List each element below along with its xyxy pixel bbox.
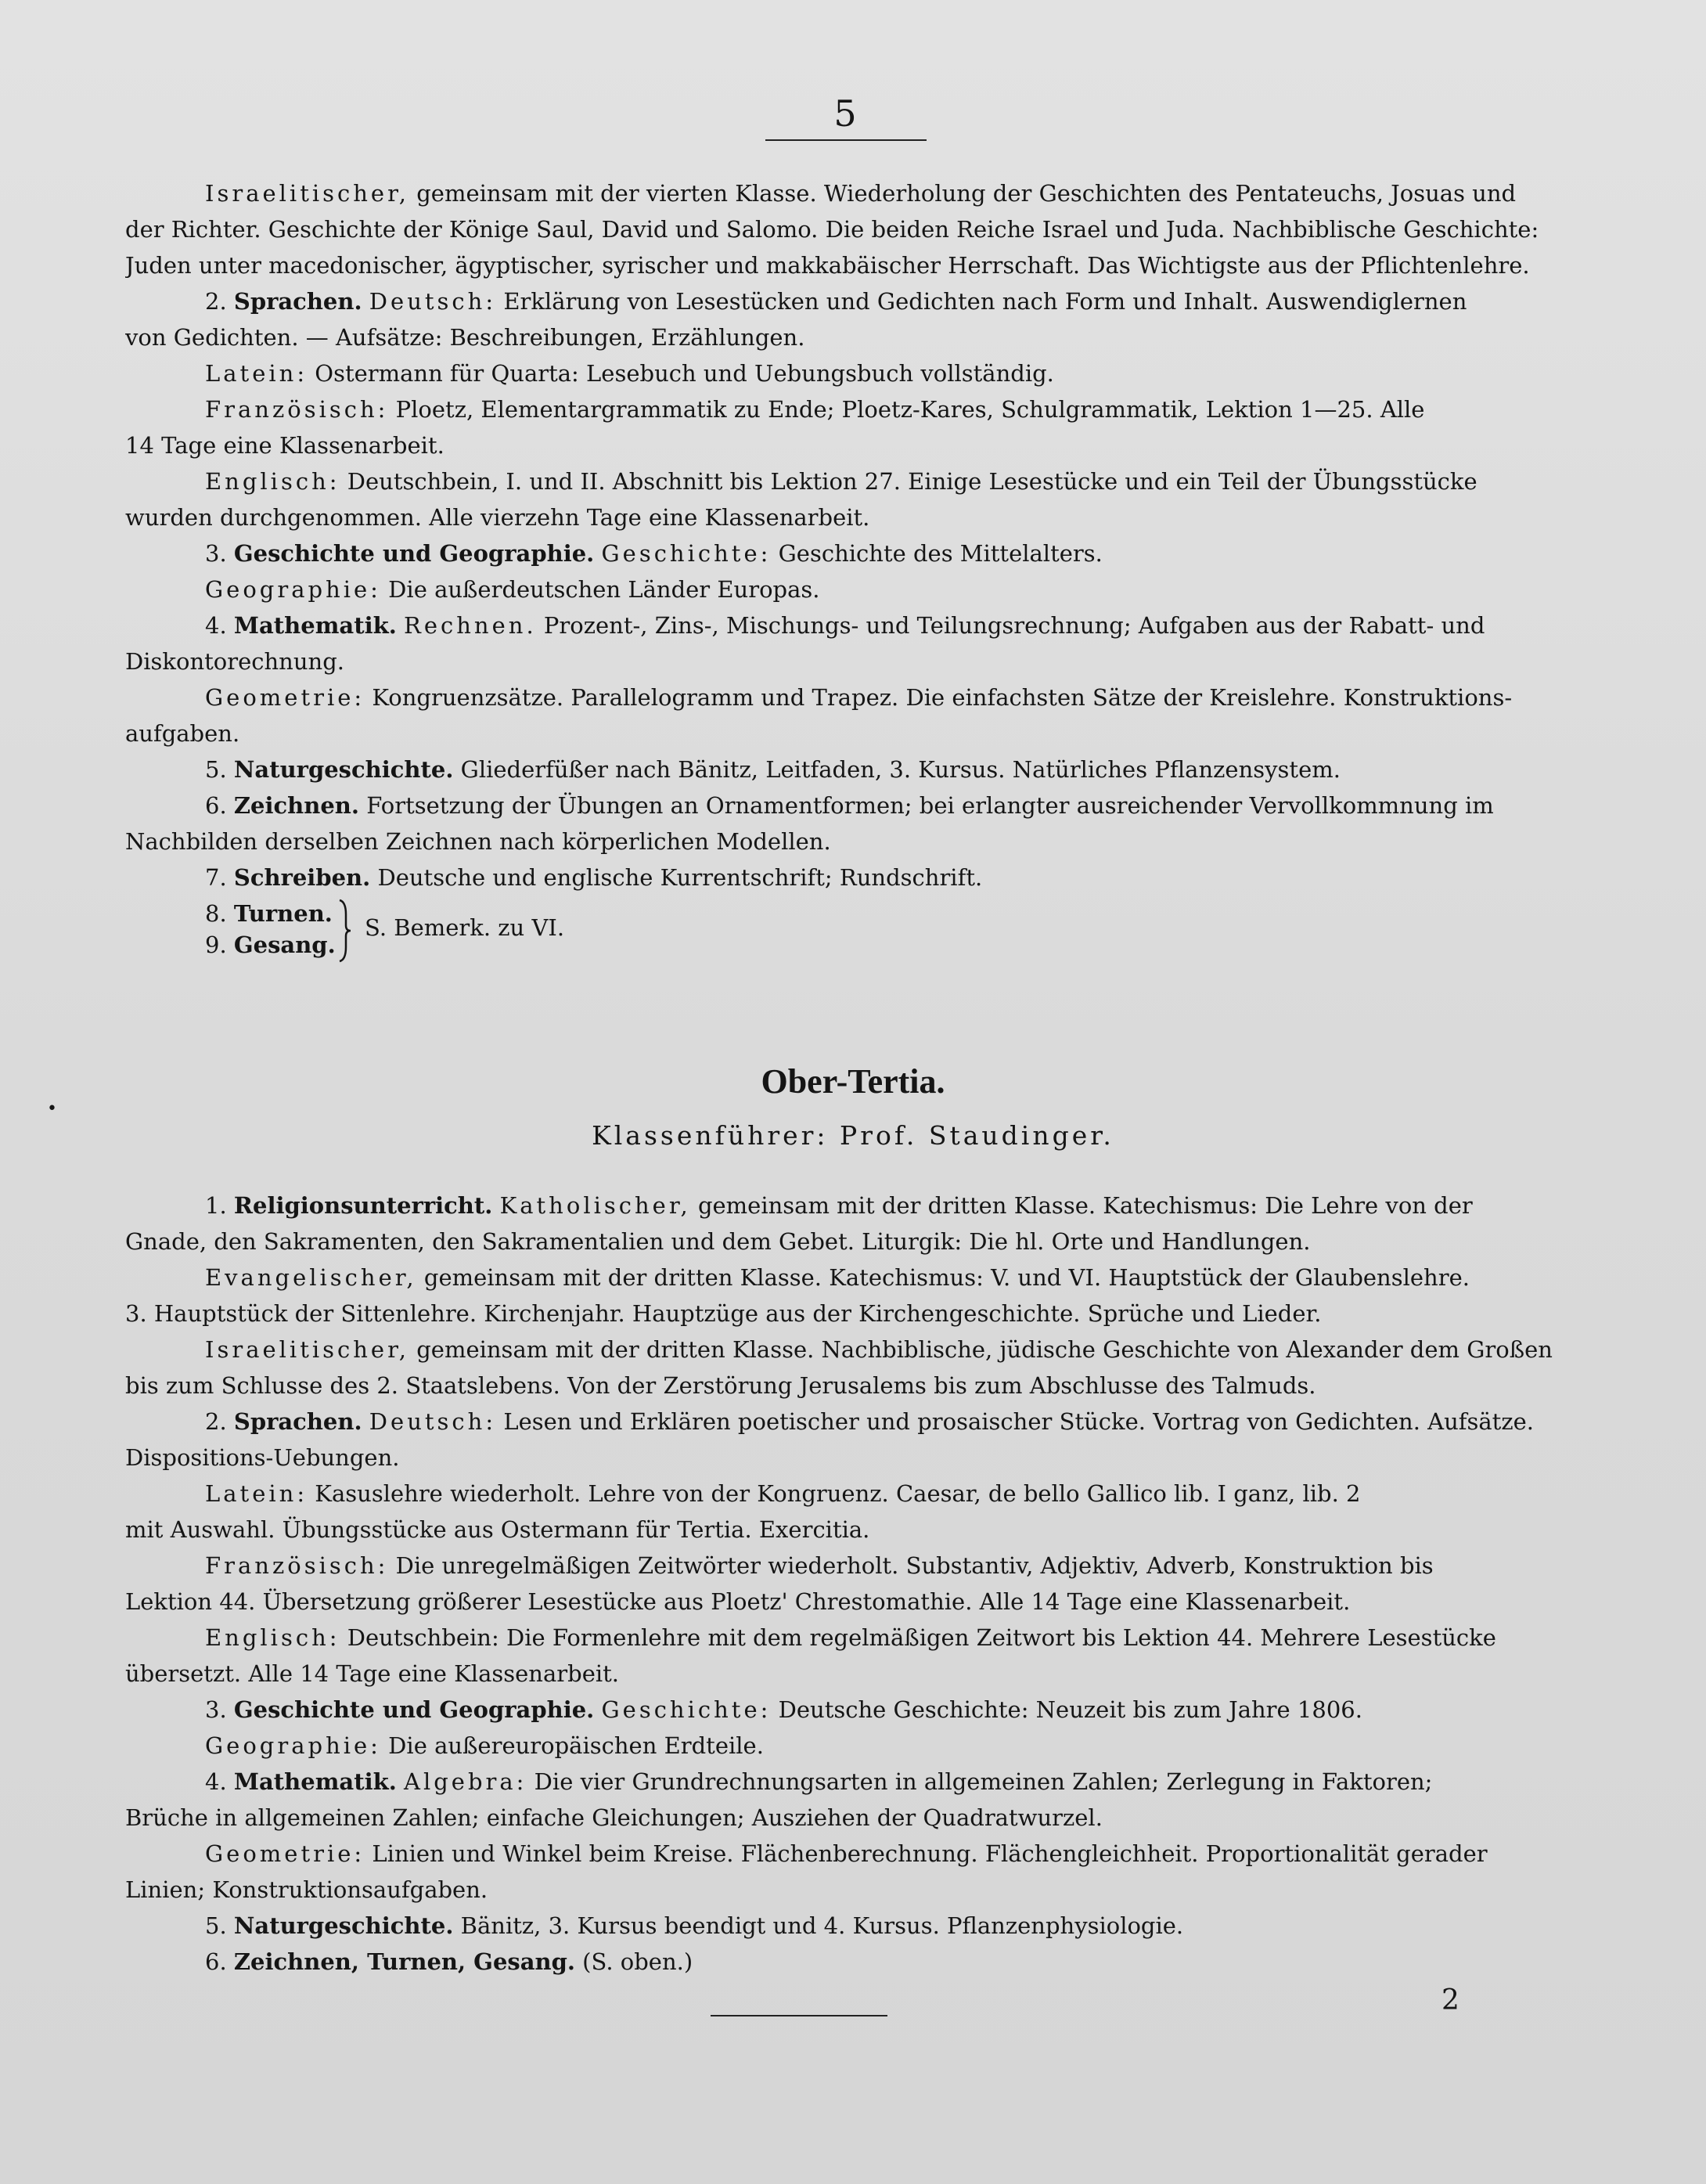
rel-kath-line2 [125, 1224, 1553, 1259]
latein-text-1: Kasuslehre wiederholt. Lehre von der Kongruenz. Caesar, de bello Gallico lib. I ganz, lib. 2 [308, 1480, 1361, 1507]
space [227, 864, 234, 891]
israel-top-line2 [125, 212, 1553, 247]
space [397, 1768, 404, 1795]
zeichnen-top-line2 [125, 824, 1553, 859]
franz-label: Französisch: [205, 1552, 389, 1579]
space [227, 288, 234, 315]
israel-bottom-line2 [125, 1368, 1553, 1403]
geo-text: Die außereuropäischen Erdteile. [380, 1732, 764, 1759]
latein-bottom-line1 [205, 1476, 1553, 1511]
sprachen-bottom-line2 [125, 1440, 1553, 1475]
gesch-label: Geschichte und Geographie. [233, 1696, 595, 1723]
natur-num: 5. [205, 756, 227, 783]
israel-text-1: gemeinsam mit der vierten Klasse. Wiederholung der Geschichten des Pentateuchs, Josuas und [409, 180, 1517, 207]
engl-top-line1 [205, 464, 1553, 499]
engl-label: Englisch: [205, 468, 340, 495]
kath-text-1: gemeinsam mit der dritten Klasse. Katechismus: Die Lehre von der [690, 1192, 1473, 1219]
math-bottom-line1 [205, 1764, 1553, 1799]
gesch-num: 3. [205, 1696, 227, 1723]
geom-bottom-line1 [205, 1836, 1553, 1871]
section-heading: Ober-Tertia. [761, 1062, 945, 1101]
geo-label: Geographie: [205, 1732, 381, 1759]
sprachen-num: 2. [205, 1408, 227, 1435]
geom-label: Geometrie: [205, 684, 365, 711]
deutsch-text-1: Lesen und Erklären poetischer und prosaischer Stücke. Vortrag von Gedichten. Aufsätze. [496, 1408, 1534, 1435]
israel-label: Israelitischer, [205, 1336, 409, 1363]
zeichnen-text-1: Fortsetzung der Übungen an Ornamentformen; bei erlangter ausreichender Vervollkommnung im [359, 792, 1494, 819]
signature-mark: 2 [1441, 1984, 1459, 2016]
space [227, 1192, 234, 1219]
rechnen-label: Rechnen. [404, 612, 537, 639]
section-subheading: Klassenführer: Prof. Staudinger. [592, 1120, 1114, 1151]
space [492, 1192, 499, 1219]
gesch-sub: Geschichte: [601, 1696, 772, 1723]
gesch-label: Geschichte und Geographie. [233, 540, 595, 567]
last-num: 6. [205, 1948, 227, 1975]
last-text: (S. oben.) [574, 1948, 693, 1975]
rel-num: 1. [205, 1192, 227, 1219]
gesch-sub: Geschichte: [601, 540, 772, 567]
math-label: Mathematik. [233, 612, 397, 639]
geom-text-1: Kongruenzsätze. Parallelogramm und Trapez. Die einfachsten Sätze der Kreislehre. Konstruktions- [365, 684, 1513, 711]
schreiben-label: Schreiben. [233, 864, 371, 891]
deutsch-label: Deutsch: [369, 1408, 497, 1435]
space [227, 540, 234, 567]
natur-label: Naturgeschichte. [233, 756, 454, 783]
geo-bottom-line [205, 1728, 1553, 1763]
natur-text: Bänitz, 3. Kursus beendigt und 4. Kursus. Pflanzenphysiologie. [453, 1912, 1184, 1939]
geo-top-line [205, 572, 1553, 607]
deutsch-label: Deutsch: [369, 288, 497, 315]
geom-text-1: Linien und Winkel beim Kreise. Flächenberechnung. Flächengleichheit. Proportionalität gerader [365, 1840, 1488, 1867]
sprachen-top-line2 [125, 320, 1553, 355]
math-top-line1 [205, 608, 1553, 643]
rechnen-text-2: Diskontorechnung. [125, 648, 344, 675]
space [227, 1948, 234, 1975]
franz-bottom-line1 [205, 1548, 1553, 1583]
sprachen-label: Sprachen. [233, 1408, 362, 1435]
geom-bottom-line2 [125, 1872, 1553, 1907]
rel-kath-line1 [205, 1188, 1553, 1223]
zeichnen-label: Zeichnen. [233, 792, 359, 819]
engl-text-2: übersetzt. Alle 14 Tage eine Klassenarbeit. [125, 1660, 620, 1687]
gesang-num: 9. [205, 932, 227, 958]
evang-text-2: 3. Hauptstück der Sittenlehre. Kirchenjahr. Hauptzüge aus der Kirchengeschichte. Sprüche und Lieder. [125, 1300, 1322, 1327]
rechnen-text-1: Prozent-, Zins-, Mischungs- und Teilungsrechnung; Aufgaben aus der Rabatt- und [536, 612, 1485, 639]
natur-top-line [205, 752, 1553, 787]
last-label: Zeichnen, Turnen, Gesang. [233, 1948, 575, 1975]
math-num: 4. [205, 1768, 227, 1795]
bracket-note: S. Bemerk. zu VI. [365, 914, 565, 941]
engl-bottom-line1 [205, 1620, 1553, 1655]
deutsch-text-1: Erklärung von Lesestücken und Gedichten nach Form und Inhalt. Auswendiglernen [496, 288, 1467, 315]
latein-top-line [205, 356, 1553, 391]
space [362, 288, 369, 315]
math-num: 4. [205, 612, 227, 639]
engl-top-line2 [125, 500, 1553, 535]
space [227, 756, 234, 783]
franz-text-1: Die unregelmäßigen Zeitwörter wiederholt. Substantiv, Adjektiv, Adverb, Konstruktion bis [388, 1552, 1434, 1579]
latein-label: Latein: [205, 1480, 308, 1507]
deutsch-text-2: von Gedichten. — Aufsätze: Beschreibungen, Erzählungen. [125, 324, 805, 351]
margin-mark: • [47, 1099, 57, 1119]
evang-text-1: gemeinsam mit der dritten Klasse. Katechismus: V. und VI. Hauptstück der Glaubenslehre. [416, 1264, 1470, 1291]
zeichnen-top-line1 [205, 788, 1553, 823]
space [227, 932, 234, 958]
latein-text-2: mit Auswahl. Übungsstücke aus Ostermann für Tertia. Exercitia. [125, 1516, 870, 1543]
engl-text-1: Deutschbein: Die Formenlehre mit dem regelmäßigen Zeitwort bis Lektion 44. Mehrere Lesestücke [340, 1624, 1496, 1651]
algebra-text-2: Brüche in allgemeinen Zahlen; einfache Gleichungen; Ausziehen der Quadratwurzel. [125, 1804, 1103, 1831]
space [227, 1912, 234, 1939]
space [227, 1696, 234, 1723]
gesch-bottom-line [205, 1692, 1553, 1727]
turnen-num: 8. [205, 900, 227, 927]
israel-top-line3 [125, 248, 1553, 283]
space [227, 1408, 234, 1435]
natur-label: Naturgeschichte. [233, 1912, 454, 1939]
zeichnen-text-2: Nachbilden derselben Zeichnen nach körperlichen Modellen. [125, 828, 831, 855]
geom-text-2: Linien; Konstruktionsaufgaben. [125, 1876, 488, 1903]
engl-bottom-line2 [125, 1656, 1553, 1691]
math-label: Mathematik. [233, 1768, 397, 1795]
natur-bottom-line [205, 1908, 1553, 1943]
latein-bottom-line2 [125, 1512, 1553, 1547]
natur-text: Gliederfüßer nach Bänitz, Leitfaden, 3. Kursus. Natürliches Pflanzensystem. [453, 756, 1341, 783]
geo-label: Geographie: [205, 576, 381, 603]
deutsch-text-2: Dispositions-Uebungen. [125, 1444, 400, 1471]
gesang-label: Gesang. [233, 932, 336, 958]
franz-top-line1 [205, 392, 1553, 427]
latein-label: Latein: [205, 360, 308, 387]
franz-top-line2 [125, 428, 1553, 463]
space [227, 900, 234, 927]
schreiben-text: Deutsche und englische Kurrentschrift; Rundschrift. [370, 864, 983, 891]
zeichnen-num: 6. [205, 792, 227, 819]
space [227, 792, 234, 819]
geo-text: Die außerdeutschen Länder Europas. [380, 576, 820, 603]
footer-rule [711, 2015, 887, 2016]
schreiben-top-line [205, 860, 1553, 895]
page-number: 5 [833, 92, 857, 135]
latein-text: Ostermann für Quarta: Lesebuch und Uebungsbuch vollständig. [308, 360, 1054, 387]
franz-text-2: 14 Tage eine Klassenarbeit. [125, 432, 444, 459]
sprachen-top-line1 [205, 284, 1553, 319]
algebra-label: Algebra: [404, 1768, 527, 1795]
space [227, 1768, 234, 1795]
space [362, 1408, 369, 1435]
geom-top-line2 [125, 716, 1553, 751]
algebra-text-1: Die vier Grundrechnungsarten in allgemeinen Zahlen; Zerlegung in Faktoren; [527, 1768, 1433, 1795]
israel-text-2: bis zum Schlusse des 2. Staatslebens. Von der Zerstörung Jerusalems bis zum Abschlusse des Talmuds. [125, 1372, 1316, 1399]
kath-text-2: Gnade, den Sakramenten, den Sakramentalien und dem Gebet. Liturgik: Die hl. Orte und Handlungen. [125, 1228, 1311, 1255]
engl-label: Englisch: [205, 1624, 340, 1651]
sprachen-label: Sprachen. [233, 288, 362, 315]
engl-text-2: wurden durchgenommen. Alle vierzehn Tage eine Klassenarbeit. [125, 504, 870, 531]
gesch-text: Deutsche Geschichte: Neuzeit bis zum Jahre 1806. [771, 1696, 1362, 1723]
gesch-top-line [205, 536, 1553, 571]
israel-text-2: der Richter. Geschichte der Könige Saul, David und Salomo. Die beiden Reiche Israel und Juda. Nachbiblische Geschichte: [125, 216, 1539, 243]
math-bottom-line2 [125, 1800, 1553, 1835]
turnen-label: Turnen. [233, 900, 333, 927]
sprachen-num: 2. [205, 288, 227, 315]
franz-bottom-line2 [125, 1584, 1553, 1619]
engl-text-1: Deutschbein, I. und II. Abschnitt bis Lektion 27. Einige Lesestücke und ein Teil der Übungsstücke [340, 468, 1477, 495]
franz-text-1: Ploetz, Elementargrammatik zu Ende; Ploetz-Kares, Schulgrammatik, Lektion 1—25. Alle [388, 396, 1425, 423]
rel-label: Religionsunterricht. [233, 1192, 493, 1219]
evang-line2 [125, 1296, 1553, 1331]
sprachen-bottom-line1 [205, 1404, 1553, 1439]
kath-label: Katholischer, [499, 1192, 691, 1219]
franz-text-2: Lektion 44. Übersetzung größerer Lesestücke aus Ploetz' Chrestomathie. Alle 14 Tage eine Klassenarbeit. [125, 1588, 1351, 1615]
geom-top-line1 [205, 680, 1553, 715]
geom-text-2: aufgaben. [125, 720, 240, 747]
israel-text-1: gemeinsam mit der dritten Klasse. Nachbiblische, jüdische Geschichte von Alexander dem Großen [409, 1336, 1553, 1363]
schreiben-num: 7. [205, 864, 227, 891]
evang-line1 [205, 1260, 1553, 1295]
evang-label: Evangelischer, [205, 1264, 417, 1291]
gesch-num: 3. [205, 540, 227, 567]
gesch-text: Geschichte des Mittelalters. [771, 540, 1103, 567]
israel-bottom-line1 [205, 1332, 1553, 1367]
natur-num: 5. [205, 1912, 227, 1939]
israel-label: Israelitischer, [205, 180, 409, 207]
math-top-line2 [125, 644, 1553, 679]
space [397, 612, 404, 639]
israel-top-line1 [205, 176, 1553, 211]
israel-text-3: Juden unter macedonischer, ägyptischer, syrischer und makkabäischer Herrschaft. Das Wichtigste aus der Pflichtenlehre. [125, 252, 1530, 279]
bracket [338, 899, 352, 963]
last-bottom-line [205, 1944, 1553, 1979]
geom-label: Geometrie: [205, 1840, 365, 1867]
space [227, 612, 234, 639]
franz-label: Französisch: [205, 396, 389, 423]
